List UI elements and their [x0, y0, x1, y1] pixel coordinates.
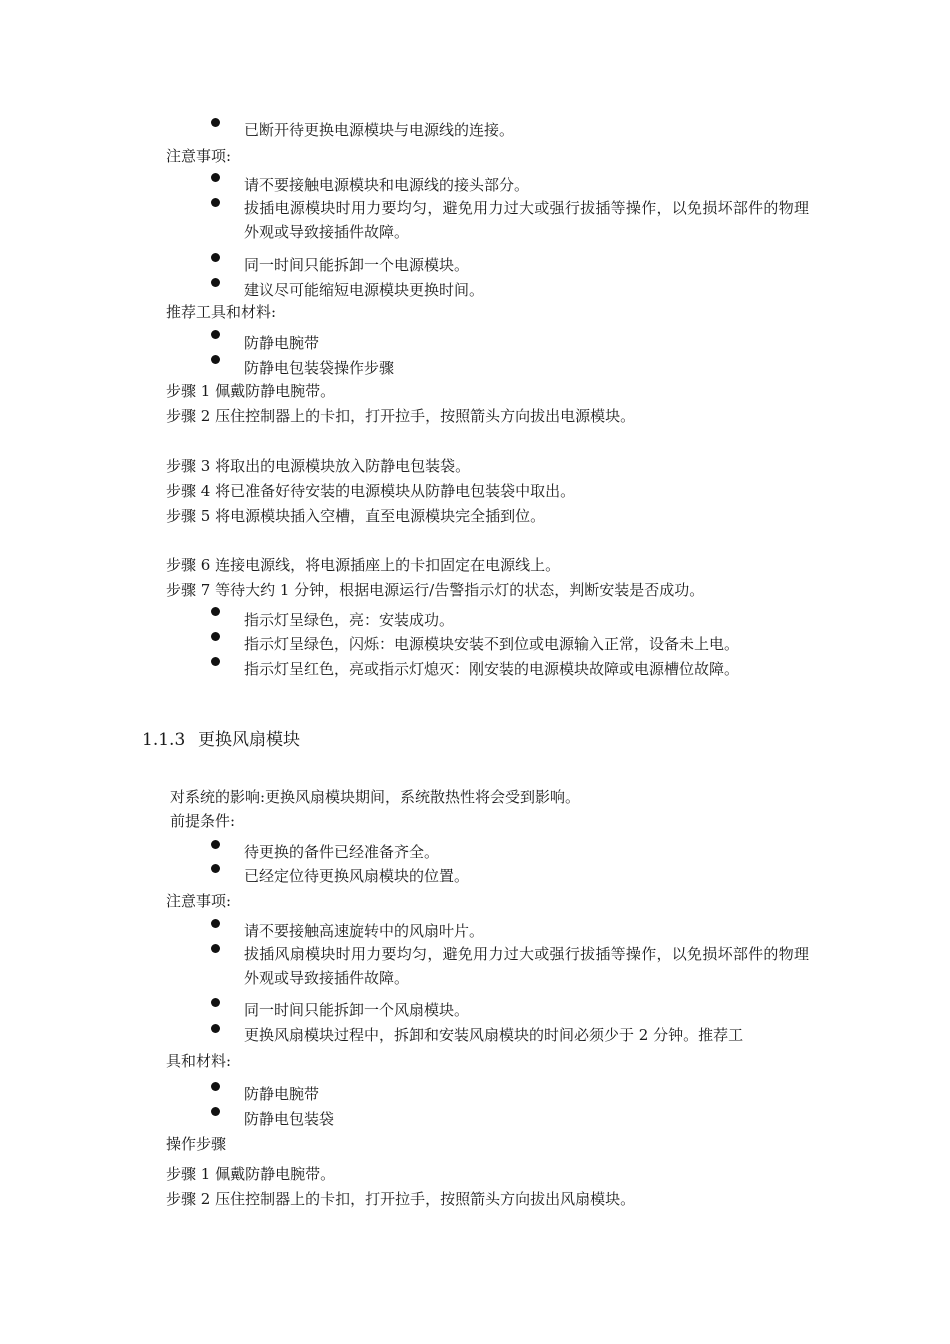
list-item-text: 已断开待更换电源模块与电源线的连接。: [244, 121, 515, 139]
step-line: 步骤 1 佩戴防静电腕带。: [166, 382, 336, 400]
list-item-text: 更换风扇模块过程中，拆卸和安装风扇模块的时间必须少于 2 分钟。推荐工: [244, 1026, 744, 1044]
bullet-icon: [211, 919, 220, 928]
list-item-text: 请不要接触电源模块和电源线的接头部分。: [244, 176, 530, 194]
bullet-icon: [211, 944, 220, 953]
bullet-icon: [211, 1024, 220, 1033]
notes-label: 注意事项:: [166, 147, 232, 165]
list-item-text: 拔插风扇模块时用力要均匀，避免用力过大或强行拔插等操作，以免损坏部件的物理外观或导致接插件故障。: [244, 945, 809, 987]
bullet-icon: [211, 330, 220, 339]
step-line: 步骤 1 佩戴防静电腕带。: [166, 1165, 336, 1183]
list-item-text: 同一时间只能拆卸一个风扇模块。: [244, 1001, 470, 1019]
list-item-text: 指示灯呈绿色，亮：安装成功。: [244, 611, 455, 629]
step-line: 步骤 2 压住控制器上的卡扣，打开拉手，按照箭头方向拔出电源模块。: [166, 407, 636, 425]
step-line: 步骤 3 将取出的电源模块放入防静电包装袋。: [166, 457, 471, 475]
bullet-icon: [211, 840, 220, 849]
bullet-icon: [211, 1082, 220, 1091]
tools-label: 具和材料:: [166, 1052, 232, 1070]
notes-label: 注意事项:: [166, 892, 232, 910]
list-item-text: 建议尽可能缩短电源模块更换时间。: [244, 281, 485, 299]
bullet-icon: [211, 632, 220, 641]
list-item-text: 防静电包装袋: [244, 1110, 335, 1128]
bullet-icon: [211, 607, 220, 616]
step-line: 步骤 5 将电源模块插入空槽，直至电源模块完全插到位。: [166, 507, 546, 525]
bullet-icon: [211, 355, 220, 364]
bullet-icon: [211, 118, 220, 127]
bullet-icon: [211, 864, 220, 873]
list-item-text: 指示灯呈红色，亮或指示灯熄灭：刚安装的电源模块故障或电源槽位故障。: [244, 660, 740, 678]
section-title: 更换风扇模块: [198, 730, 300, 750]
bullet-icon: [211, 278, 220, 287]
impact-text: 对系统的影响:更换风扇模块期间，系统散热性将会受到影响。: [170, 788, 581, 806]
bullet-icon: [211, 1107, 220, 1116]
list-item-text: 待更换的备件已经准备齐全。: [244, 843, 440, 861]
prereq-label: 前提条件:: [170, 812, 236, 830]
tools-label: 推荐工具和材料:: [166, 303, 277, 321]
list-item-text: 同一时间只能拆卸一个电源模块。: [244, 256, 470, 274]
list-item-text: 拔插电源模块时用力要均匀，避免用力过大或强行拔插等操作，以免损坏部件的物理外观或导致接插件故障。: [244, 199, 809, 241]
section-number: 1.1.3: [142, 730, 186, 750]
list-item-text: 请不要接触高速旋转中的风扇叶片。: [244, 922, 485, 940]
bullet-icon: [211, 998, 220, 1007]
bullet-icon: [211, 253, 220, 262]
bullet-icon: [211, 198, 220, 207]
procedure-label: 操作步骤: [166, 1135, 227, 1153]
step-line: 步骤 4 将已准备好待安装的电源模块从防静电包装袋中取出。: [166, 482, 576, 500]
list-item-text: 防静电包装袋操作步骤: [244, 359, 395, 377]
list-item-text: 防静电腕带: [244, 334, 320, 352]
section-heading: [142, 729, 300, 751]
bullet-icon: [211, 173, 220, 182]
step-line: 步骤 6 连接电源线，将电源插座上的卡扣固定在电源线上。: [166, 556, 561, 574]
step-line: 步骤 2 压住控制器上的卡扣，打开拉手，按照箭头方向拔出风扇模块。: [166, 1190, 636, 1208]
step-line: 步骤 7 等待大约 1 分钟，根据电源运行/告警指示灯的状态，判断安装是否成功。: [166, 581, 705, 599]
list-item-text: 防静电腕带: [244, 1085, 320, 1103]
bullet-icon: [211, 657, 220, 666]
list-item-text: 指示灯呈绿色，闪烁：电源模块安装不到位或电源输入正常，设备未上电。: [244, 635, 740, 653]
list-item-text: 已经定位待更换风扇模块的位置。: [244, 867, 470, 885]
